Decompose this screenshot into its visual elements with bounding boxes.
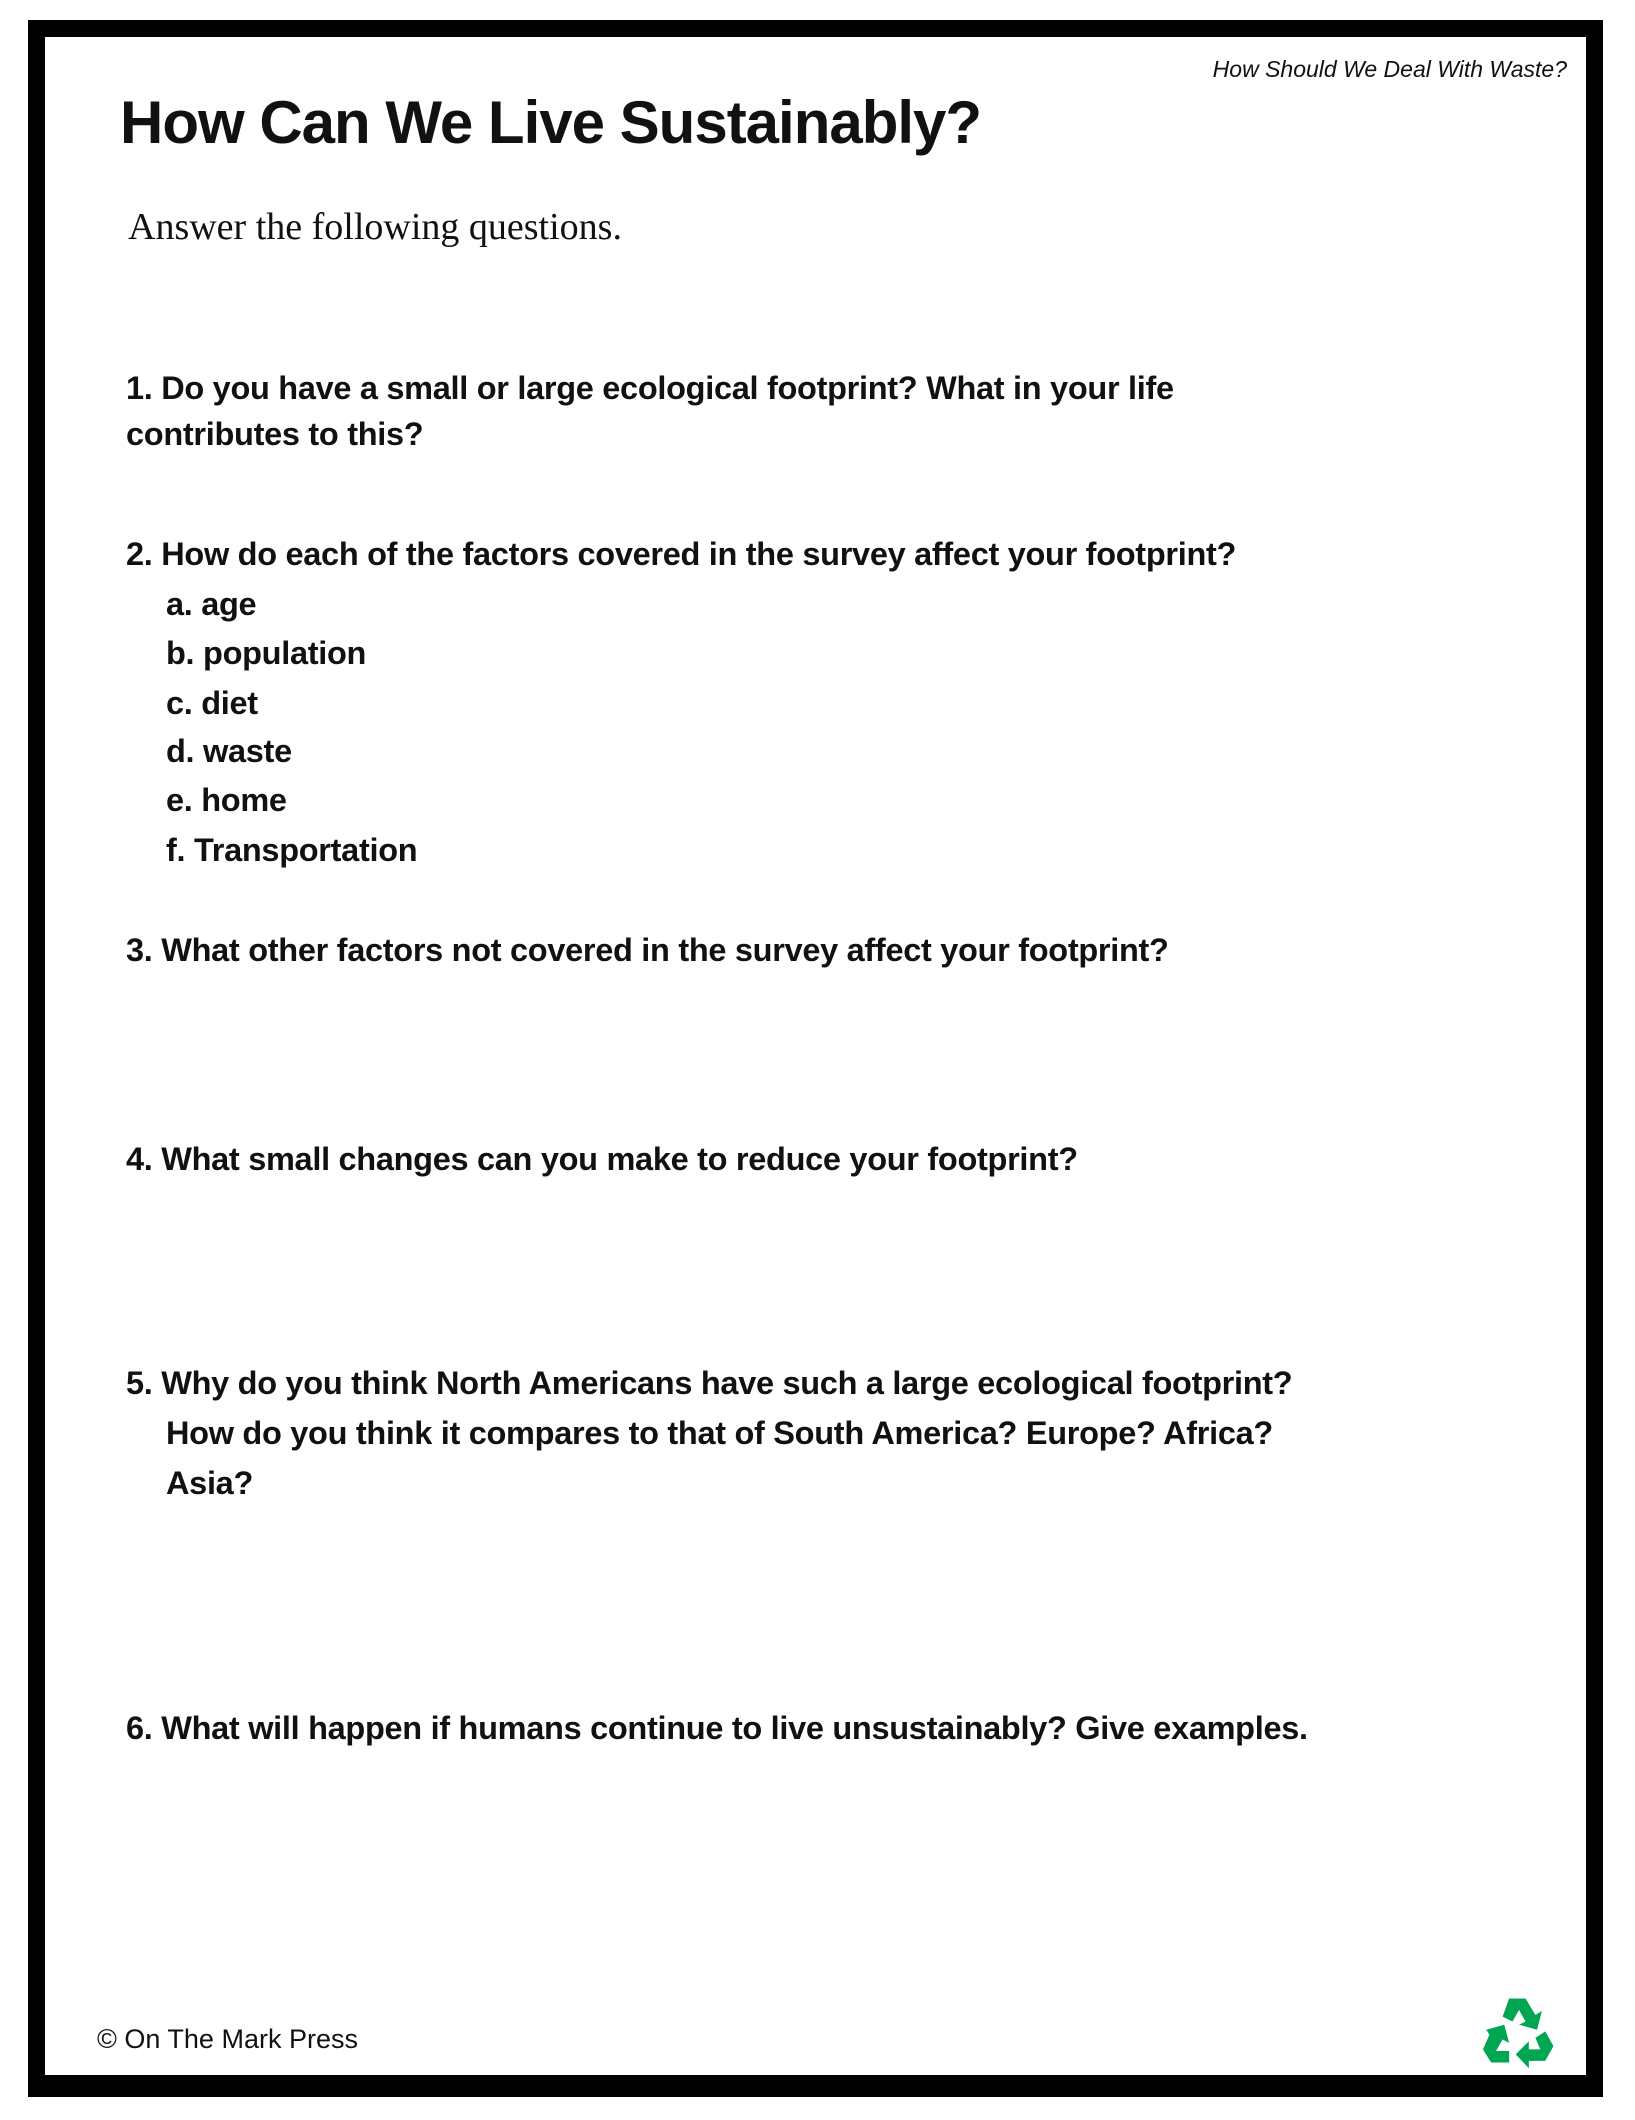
- question-2-item-e: e. home: [166, 782, 287, 818]
- question-2-item-f: f. Transportation: [166, 832, 418, 868]
- question-5-line-3: Asia?: [166, 1465, 254, 1501]
- question-2: 2. How do each of the factors covered in the survey affect your footprint?: [126, 536, 1237, 572]
- question-2-item-b: b. population: [166, 635, 367, 671]
- question-5-line-1: 5. Why do you think North Americans have such a large ecological footprint?: [126, 1365, 1293, 1401]
- page-title: How Can We Live Sustainably?: [120, 89, 982, 156]
- instructions: Answer the following questions.: [128, 206, 622, 248]
- question-3: 3. What other factors not covered in the survey affect your footprint?: [126, 932, 1169, 968]
- question-2-item-c: c. diet: [166, 685, 258, 721]
- question-6: 6. What will happen if humans continue to live unsustainably? Give examples.: [126, 1710, 1308, 1746]
- question-5-line-2: How do you think it compares to that of South America? Europe? Africa?: [166, 1415, 1273, 1451]
- question-4: 4. What small changes can you make to reduce your footprint?: [126, 1141, 1078, 1177]
- question-1-line-2: contributes to this?: [126, 416, 424, 452]
- copyright: © On The Mark Press: [97, 2024, 358, 2054]
- question-1-line-1: 1. Do you have a small or large ecological footprint? What in your life: [126, 370, 1174, 406]
- question-2-item-a: a. age: [166, 586, 257, 622]
- section-header: How Should We Deal With Waste?: [1212, 56, 1567, 82]
- question-2-item-d: d. waste: [166, 733, 292, 769]
- page-border: [28, 20, 1603, 2097]
- recycle-icon: [1478, 1990, 1560, 2076]
